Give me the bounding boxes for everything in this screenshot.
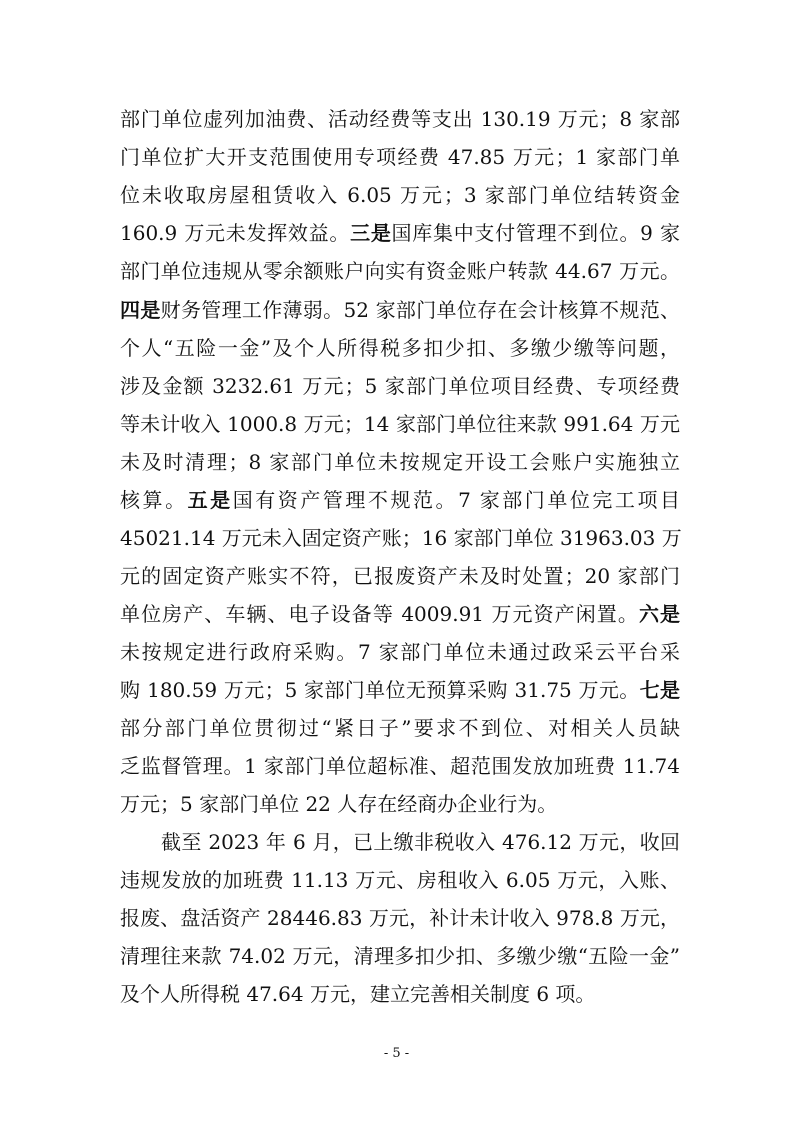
line-text: 160.9 万元未发挥效益。 (120, 221, 351, 245)
paragraph-line: 个人“五险一金”及个人所得税多扣少扣、多缴少缴等问题， (120, 336, 680, 360)
paragraph-line (120, 216, 680, 250)
paragraph-line (120, 597, 680, 631)
paragraph-line: 部分部门单位贯彻过“紧日子”要求不到位、对相关人员缺 (120, 716, 680, 740)
paragraph-line: 位未收取房屋租赁收入 6.05 万元；3 家部门单位结转资金 (120, 183, 680, 207)
line-text: 核算。 (120, 488, 188, 512)
paragraph-line: 未及时清理；8 家部门单位未按规定开设工会账户实施独立 (120, 450, 680, 474)
line-text: 财务管理工作薄弱。52 家部门单位存在会计核算不规范、 (160, 298, 681, 322)
paragraph-line: 报废、盘活资产 28446.83 万元，补计未计收入 978.8 万元， (120, 906, 680, 930)
bold-item-marker: 五是 (187, 488, 233, 512)
paragraph-line: 涉及金额 3232.61 万元；5 家部门单位项目经费、专项经费 (120, 374, 680, 398)
paragraph-line: 门单位扩大开支范围使用专项经费 47.85 万元；1 家部门单 (120, 145, 680, 169)
line-text: 国库集中支付管理不到位。9 家 (391, 221, 680, 245)
paragraph-line: 截至 2023 年 6 月，已上缴非税收入 476.12 万元，收回 (161, 830, 680, 854)
paragraph-line: 违规发放的加班费 11.13 万元、房租收入 6.05 万元，入账、 (120, 868, 680, 892)
paragraph-line (120, 673, 680, 707)
bold-item-marker: 四是 (120, 298, 161, 322)
paragraph-line: 部门单位虚列加油费、活动经费等支出 130.19 万元；8 家部 (120, 107, 680, 131)
bold-item-marker: 七是 (639, 678, 680, 702)
paragraph-line: 清理往来款 74.02 万元，清理多扣少扣、多缴少缴“五险一金” (120, 944, 680, 968)
paragraph-line: 乏监督管理。1 家部门单位超标准、超范围发放加班费 11.74 (120, 754, 680, 778)
line-text: 购 180.59 万元；5 家部门单位无预算采购 31.75 万元。 (120, 678, 640, 702)
bold-item-marker: 六是 (638, 602, 681, 626)
paragraph-line: 万元；5 家部门单位 22 人存在经商办企业行为。 (120, 792, 558, 816)
paragraph-line (120, 483, 680, 517)
paragraph-line (120, 293, 680, 327)
line-text: 单位房产、车辆、电子设备等 4009.91 万元资产闲置。 (120, 602, 639, 626)
paragraph-line: 等未计收入 1000.8 万元；14 家部门单位往来款 991.64 万元 (120, 412, 680, 436)
page-number: - 5 - (383, 1046, 410, 1061)
paragraph-line: 元的固定资产账实不符，已报废资产未及时处置；20 家部门 (120, 564, 680, 588)
bold-item-marker: 三是 (350, 221, 392, 245)
line-text: 国有资产管理不规范。7 家部门单位完工项目 (232, 488, 681, 512)
paragraph-line: 及个人所得税 47.64 万元，建立完善相关制度 6 项。 (120, 982, 596, 1006)
paragraph-line: 未按规定进行政府采购。7 家部门单位未通过政采云平台采 (120, 640, 680, 664)
paragraph-line: 45021.14 万元未入固定资产账；16 家部门单位 31963.03 万 (120, 526, 682, 550)
paragraph-line: 部门单位违规从零余额账户向实有资金账户转款 44.67 万元。 (120, 259, 680, 283)
